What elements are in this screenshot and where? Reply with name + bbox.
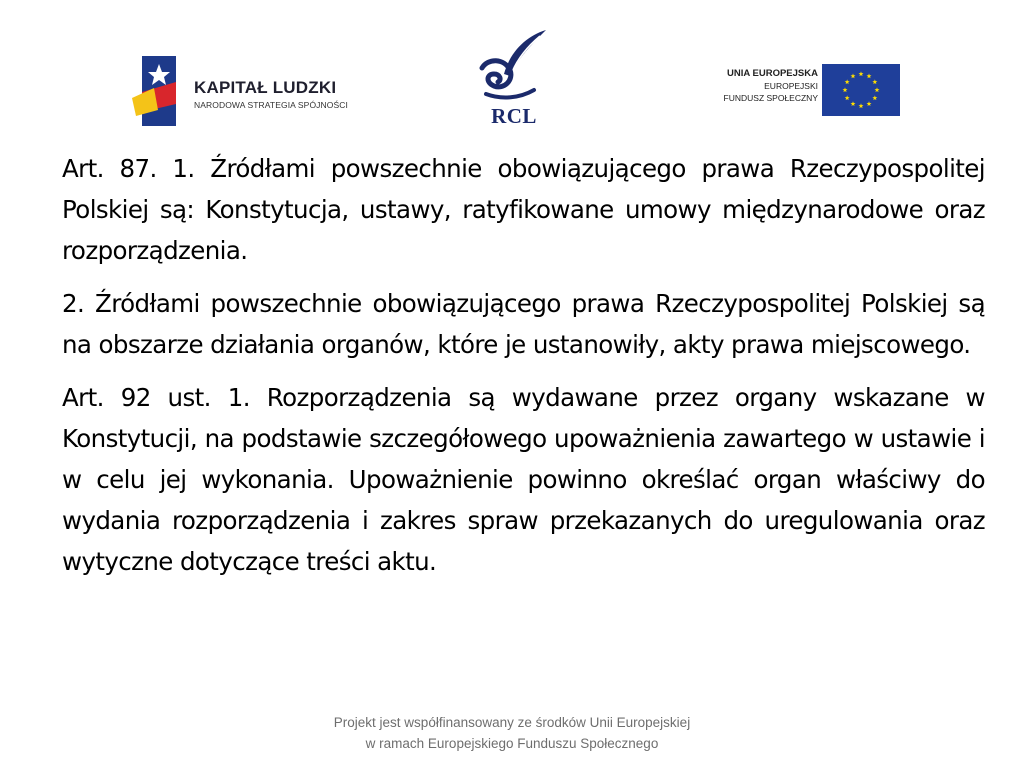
rcl-logo-text: RCL xyxy=(491,104,537,128)
paragraph-art-87-2: 2. Źródłami powszechnie obowiązującego prawa Rzeczypospolitej Polskiej są na obszarze działania organów, które je ustanowiły, akty prawa miejscowego. xyxy=(62,289,985,359)
footer xyxy=(0,712,1024,754)
eu-flag-icon xyxy=(822,64,900,116)
eu-logo-line2: EUROPEJSKI xyxy=(764,81,818,91)
eu-logo-line3: FUNDUSZ SPOŁECZNY xyxy=(723,93,818,103)
quill-pen-icon xyxy=(474,28,554,106)
paragraph-art-87-1: Art. 87. 1. Źródłami powszechnie obowiązującego prawa Rzeczypospolitej Polskiej są: Konstytucja, ustawy, ratyfikowane umowy międzynarodowe oraz rozporządzenia. xyxy=(62,154,985,265)
footer-line1: Projekt jest współfinansowany ze środków Unii Europejskiej xyxy=(333,715,691,730)
rcl-logo xyxy=(474,28,554,128)
paragraph-art-92-1: Art. 92 ust. 1. Rozporządzenia są wydawane przez organy wskazane w Konstytucji, na podstawie szczegółowego upoważnienia zawartego w ustawie i w celu jej wykonania. Upoważnienie powinno określać organ właściwy do wydania rozporządzenia i zakres spraw przekazanych do uregulowania oraz wytyczne dotyczące treści aktu. xyxy=(62,383,985,576)
kapital-ludzki-logo xyxy=(132,52,372,132)
eu-logo xyxy=(704,64,904,118)
kapital-ludzki-subtitle: NARODOWA STRATEGIA SPÓJNOŚCI xyxy=(194,100,348,110)
eu-logo-text xyxy=(724,68,818,104)
footer-line2: w ramach Europejskiego Funduszu Społecznego xyxy=(365,736,659,751)
kapital-ludzki-title: KAPITAŁ LUDZKI xyxy=(194,78,337,97)
article-text xyxy=(62,148,985,582)
eu-logo-line1: UNIA EUROPEJSKA xyxy=(727,68,818,79)
kapital-ludzki-flag-icon xyxy=(132,52,178,130)
